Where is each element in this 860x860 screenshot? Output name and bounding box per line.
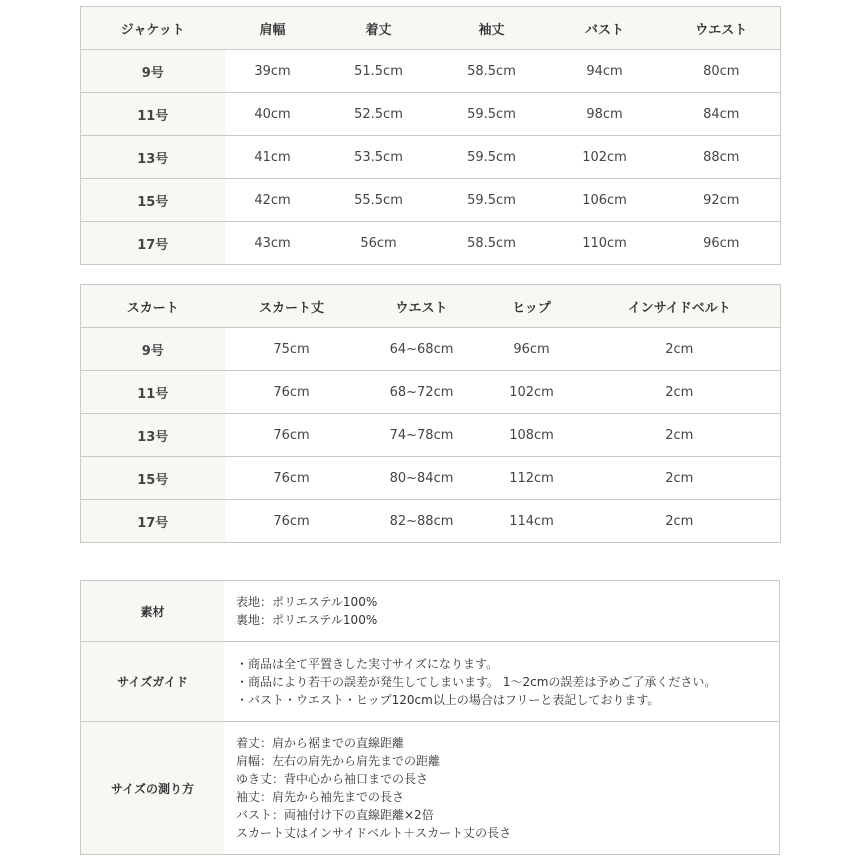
jacket-measurement-cell: 56cm <box>321 222 437 265</box>
skirt-header-cell: ヒップ <box>485 285 579 328</box>
jacket-measurement-cell: 94cm <box>547 50 663 93</box>
jacket-measurement-cell: 42cm <box>225 179 321 222</box>
info-line: 袖丈：肩先から袖先までの長さ <box>236 790 405 804</box>
skirt-measurement-cell: 68~72cm <box>359 371 485 414</box>
jacket-measurement-cell: 55.5cm <box>321 179 437 222</box>
skirt-measurement-cell: 2cm <box>579 328 781 371</box>
jacket-measurement-cell: 102cm <box>547 136 663 179</box>
skirt-header-cell: スカート丈 <box>225 285 359 328</box>
skirt-measurement-cell: 96cm <box>485 328 579 371</box>
jacket-measurement-cell: 92cm <box>663 179 781 222</box>
jacket-table-row <box>81 179 781 222</box>
info-line: ・商品は全て平置きした実寸サイズになります。 <box>236 656 499 671</box>
skirt-measurement-cell: 2cm <box>579 371 781 414</box>
jacket-size-table <box>80 6 781 265</box>
info-line: 着丈：肩から裾までの直線距離 <box>236 736 405 750</box>
info-line: 裏地：ポリエステル100% <box>236 613 378 627</box>
jacket-header-row <box>81 7 781 50</box>
skirt-table-row <box>81 371 781 414</box>
jacket-measurement-cell: 98cm <box>547 93 663 136</box>
jacket-measurement-cell: 59.5cm <box>437 136 547 179</box>
jacket-header-cell: ジャケット <box>81 7 225 50</box>
info-line: スカート丈はインサイドベルト＋スカート丈の長さ <box>236 826 512 840</box>
jacket-table-row <box>81 93 781 136</box>
jacket-measurement-cell: 52.5cm <box>321 93 437 136</box>
jacket-measurement-cell: 40cm <box>225 93 321 136</box>
info-label: サイズガイド <box>81 642 225 722</box>
skirt-size-label: 17号 <box>81 500 225 543</box>
skirt-size-label: 13号 <box>81 414 225 457</box>
jacket-table-row <box>81 136 781 179</box>
skirt-measurement-cell: 76cm <box>225 500 359 543</box>
jacket-measurement-cell: 110cm <box>547 222 663 265</box>
jacket-size-label: 13号 <box>81 136 225 179</box>
skirt-measurement-cell: 114cm <box>485 500 579 543</box>
jacket-header-cell: 肩幅 <box>225 7 321 50</box>
skirt-measurement-cell: 76cm <box>225 414 359 457</box>
info-content <box>224 722 780 855</box>
jacket-measurement-cell: 41cm <box>225 136 321 179</box>
jacket-measurement-cell: 58.5cm <box>437 222 547 265</box>
skirt-measurement-cell: 74~78cm <box>359 414 485 457</box>
jacket-size-label: 17号 <box>81 222 225 265</box>
jacket-header-cell: バスト <box>547 7 663 50</box>
jacket-measurement-cell: 51.5cm <box>321 50 437 93</box>
info-content <box>224 642 780 722</box>
skirt-table-row <box>81 328 781 371</box>
info-line: バスト：両袖付け下の直線距離×2倍 <box>236 808 434 822</box>
skirt-measurement-cell: 102cm <box>485 371 579 414</box>
product-info-table <box>80 580 780 855</box>
skirt-table-row <box>81 500 781 543</box>
info-content <box>224 581 780 642</box>
jacket-measurement-cell: 88cm <box>663 136 781 179</box>
skirt-measurement-cell: 108cm <box>485 414 579 457</box>
skirt-size-label: 9号 <box>81 328 225 371</box>
jacket-measurement-cell: 106cm <box>547 179 663 222</box>
skirt-header-cell: ウエスト <box>359 285 485 328</box>
jacket-header-cell: 袖丈 <box>437 7 547 50</box>
jacket-size-label: 11号 <box>81 93 225 136</box>
skirt-measurement-cell: 2cm <box>579 414 781 457</box>
jacket-measurement-cell: 58.5cm <box>437 50 547 93</box>
skirt-header-row <box>81 285 781 328</box>
jacket-size-label: 15号 <box>81 179 225 222</box>
jacket-size-label: 9号 <box>81 50 225 93</box>
skirt-measurement-cell: 112cm <box>485 457 579 500</box>
info-line: 表地：ポリエステル100% <box>236 595 378 609</box>
jacket-table-row <box>81 222 781 265</box>
skirt-measurement-cell: 76cm <box>225 371 359 414</box>
skirt-measurement-cell: 82~88cm <box>359 500 485 543</box>
info-line: ・商品により若干の誤差が発生してしまいます。 1〜2cmの誤差は予めご了承ください。 <box>236 674 717 689</box>
skirt-size-label: 15号 <box>81 457 225 500</box>
info-row-size-guide <box>81 642 780 722</box>
jacket-table-row <box>81 50 781 93</box>
skirt-header-cell: インサイドベルト <box>579 285 781 328</box>
skirt-measurement-cell: 2cm <box>579 500 781 543</box>
jacket-header-cell: 着丈 <box>321 7 437 50</box>
info-label: 素材 <box>81 581 225 642</box>
skirt-size-label: 11号 <box>81 371 225 414</box>
info-row-material <box>81 581 780 642</box>
skirt-measurement-cell: 64~68cm <box>359 328 485 371</box>
skirt-measurement-cell: 80~84cm <box>359 457 485 500</box>
jacket-measurement-cell: 80cm <box>663 50 781 93</box>
info-label: サイズの測り方 <box>81 722 225 855</box>
skirt-table-row <box>81 414 781 457</box>
info-line: ・バスト・ウエスト・ヒップ120cm以上の場合はフリーと表記しております。 <box>236 692 660 707</box>
jacket-measurement-cell: 96cm <box>663 222 781 265</box>
skirt-measurement-cell: 75cm <box>225 328 359 371</box>
jacket-header-cell: ウエスト <box>663 7 781 50</box>
info-line: ゆき丈：背中心から袖口までの長さ <box>236 772 429 786</box>
jacket-measurement-cell: 59.5cm <box>437 179 547 222</box>
skirt-header-cell: スカート <box>81 285 225 328</box>
info-row-measurement <box>81 722 780 855</box>
jacket-measurement-cell: 53.5cm <box>321 136 437 179</box>
jacket-measurement-cell: 43cm <box>225 222 321 265</box>
skirt-size-table <box>80 284 781 543</box>
skirt-table-row <box>81 457 781 500</box>
skirt-measurement-cell: 76cm <box>225 457 359 500</box>
skirt-measurement-cell: 2cm <box>579 457 781 500</box>
jacket-measurement-cell: 84cm <box>663 93 781 136</box>
jacket-measurement-cell: 39cm <box>225 50 321 93</box>
jacket-measurement-cell: 59.5cm <box>437 93 547 136</box>
info-line: 肩幅：左右の肩先から肩先までの距離 <box>236 754 441 768</box>
